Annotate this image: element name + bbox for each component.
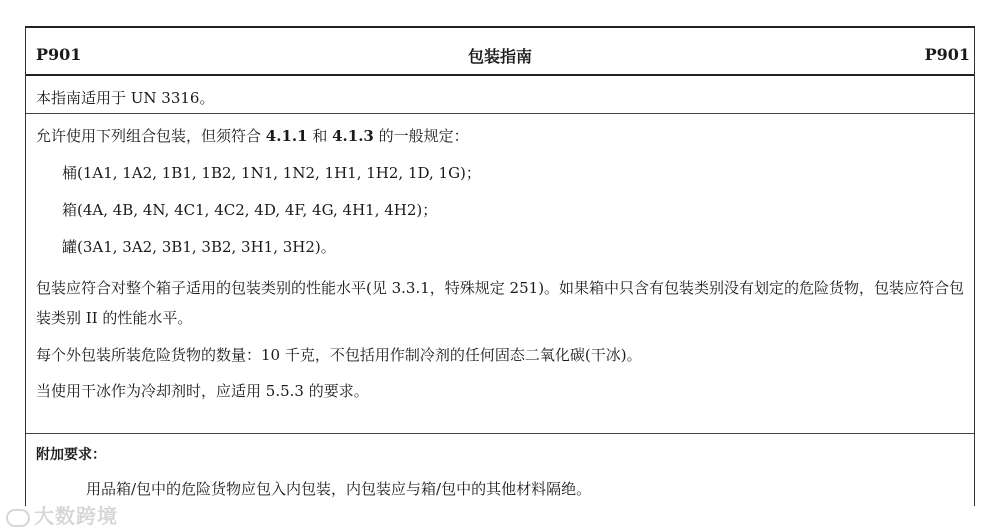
intro-prefix: 允许使用下列组合包装，但须符合 [36, 127, 266, 145]
dry-ice-text: 当使用干冰作为冷却剂时，应适用 5.5.3 的要求。 [36, 382, 369, 400]
additional-requirement-text: 用品箱/包中的危险货物应包入内包装，内包装应与箱/包中的其他材料隔绝。 [86, 480, 592, 498]
packing-instruction-table [25, 26, 975, 506]
additional-requirements-heading: 附加要求： [36, 447, 106, 463]
intro-mid: 和 [307, 127, 333, 145]
intro-suffix: 的一般规定： [373, 127, 469, 145]
quantity-limit-text: 每个外包装所装危险货物的数量：10 千克，不包括用作制冷剂的任何固态二氧化碳(干冰)。 [36, 346, 642, 364]
instruction-code-left: P901 [36, 45, 82, 64]
packaging-boxes: 箱(4A, 4B, 4N, 4C1, 4C2, 4D, 4F, 4G, 4H1, 4H2)； [62, 201, 438, 219]
combination-packaging-intro [36, 125, 968, 147]
intro-ref-413: 4.1.3 [332, 127, 374, 145]
packaging-jerricans: 罐(3A1, 3A2, 3B1, 3B2, 3H1, 3H2)。 [62, 238, 336, 256]
instruction-code-right: P901 [924, 45, 970, 64]
watermark-text: 大数跨境 [34, 504, 118, 528]
chat-bubble-icon [6, 509, 30, 527]
intro-ref-411: 4.1.1 [265, 127, 308, 145]
instruction-title: 包装指南 [467, 47, 532, 66]
packaging-drums: 桶(1A1, 1A2, 1B1, 1B2, 1N1, 1N2, 1H1, 1H2, 1D, 1G)； [62, 164, 481, 182]
scope-row [26, 76, 974, 114]
scope-text: 本指南适用于 UN 3316。 [36, 89, 215, 107]
additional-requirements [26, 434, 974, 518]
watermark [6, 500, 118, 529]
header-row [26, 28, 974, 76]
performance-level-text: 包装应符合对整个箱子适用的包装类别的性能水平(见 3.3.1，特殊规定 251)。如果箱中只含有包装类别没有划定的危险货物，包装应符合包装类别 II 的性能水平。 [36, 279, 965, 327]
main-provisions [26, 114, 974, 434]
